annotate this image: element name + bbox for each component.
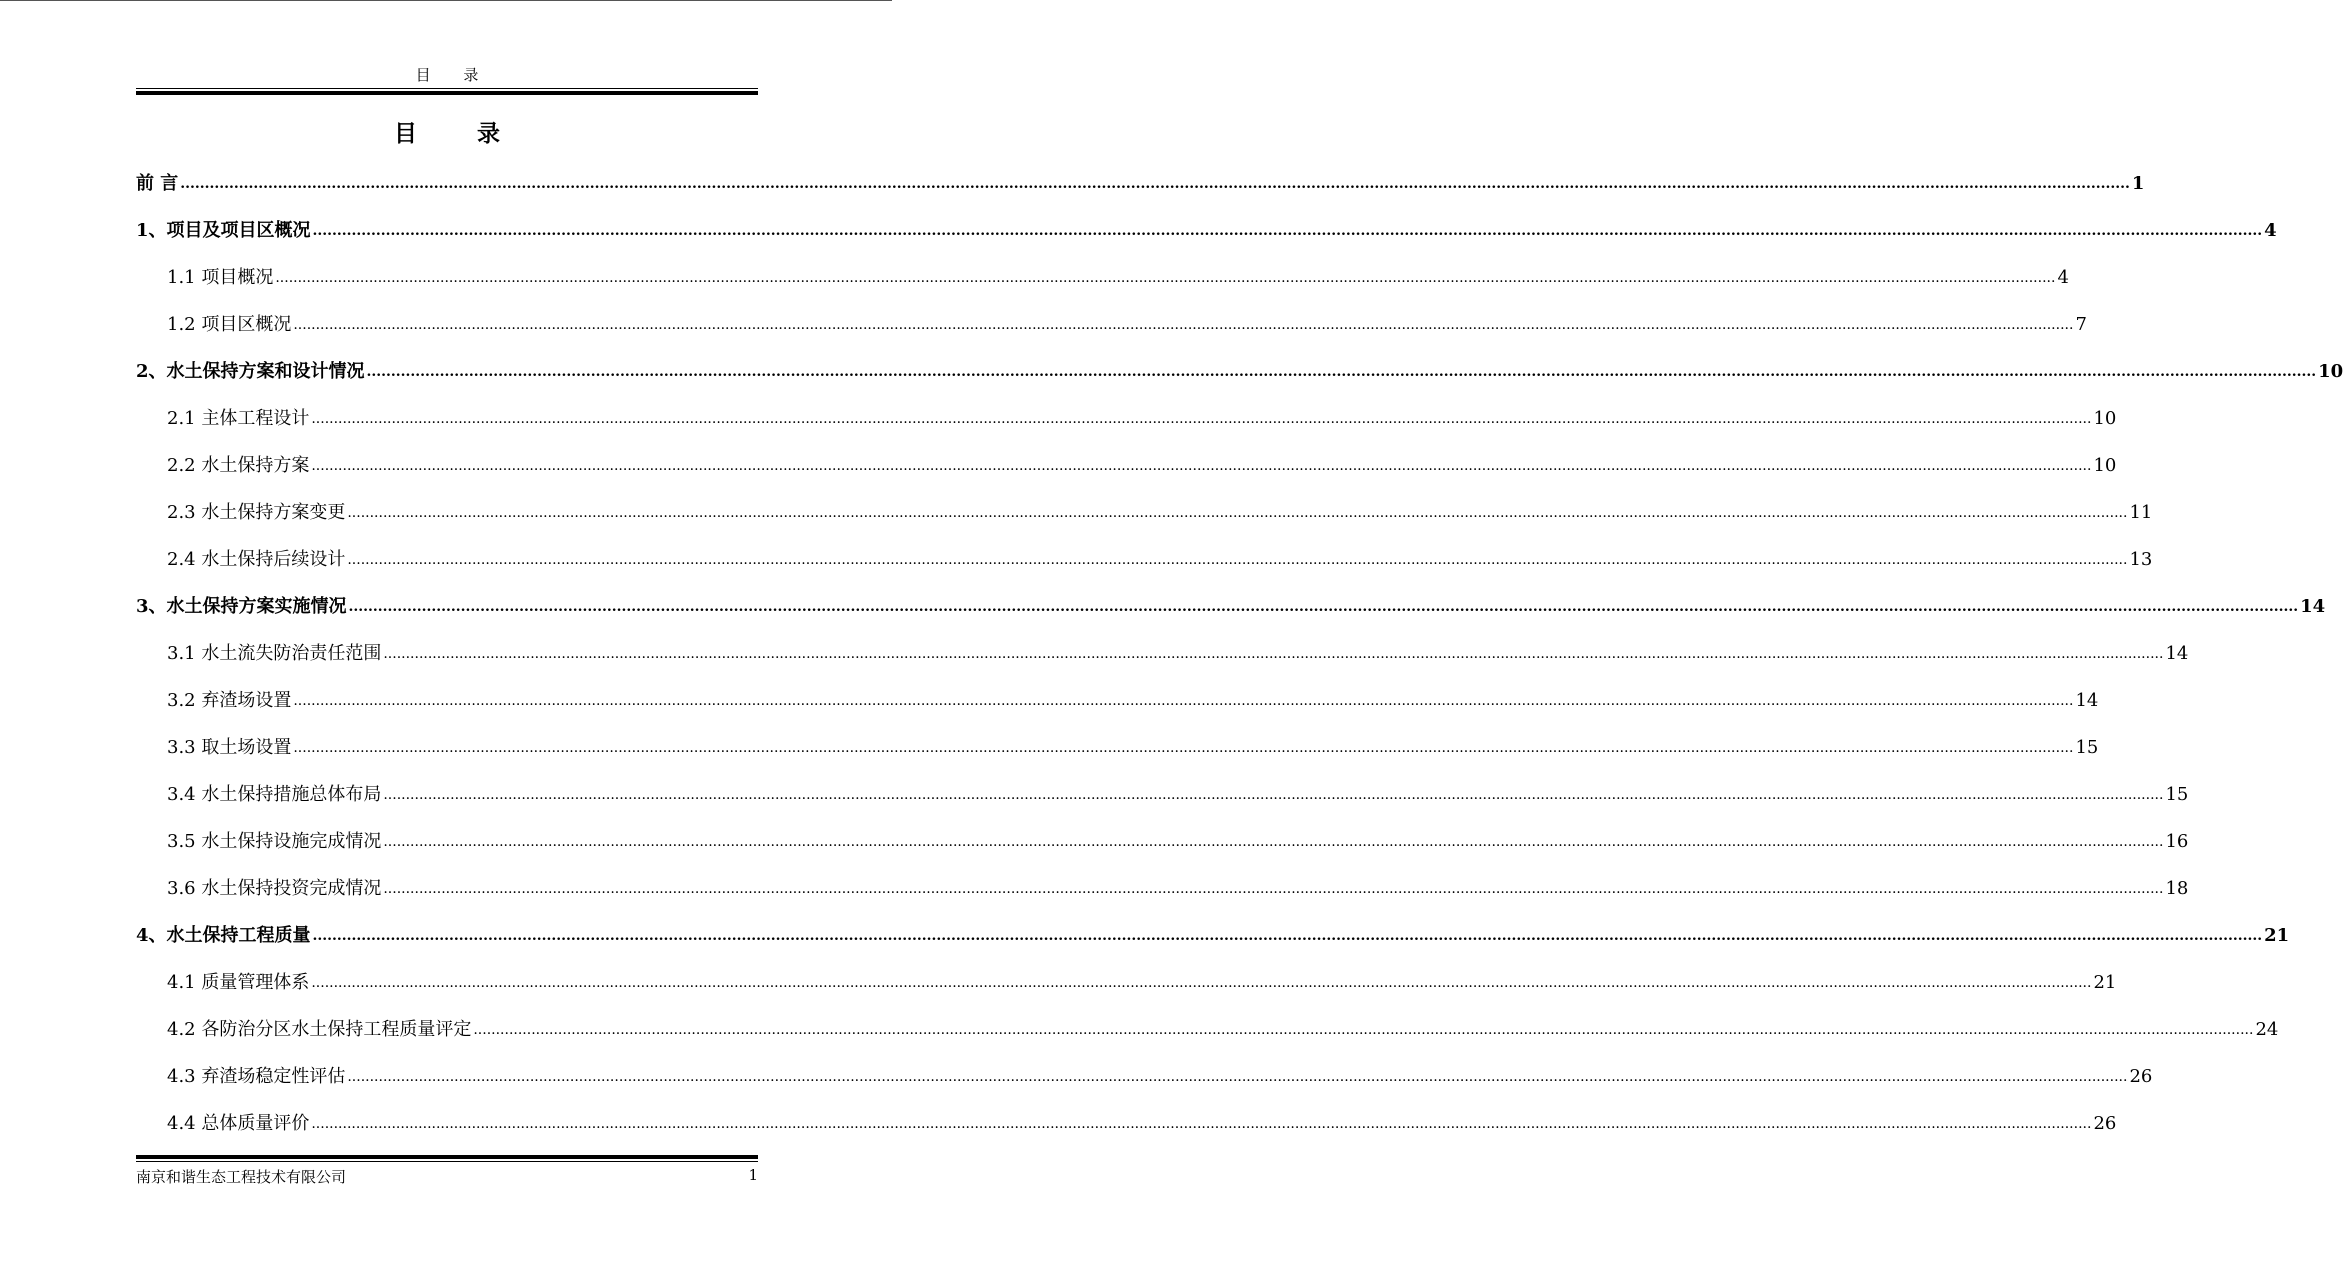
toc-dot-leader: ................................................................................................................................................................................................................................................................................................................................................................................................................ xyxy=(347,1069,2128,1085)
toc-dot-leader: ................................................................................................................................................................................................................................................................................................................................................................................................................ xyxy=(293,693,2074,709)
toc-entry[interactable] xyxy=(167,824,2189,854)
toc-dot-leader: ................................................................................................................................................................................................................................................................................................................................................................................................................ xyxy=(383,646,2164,662)
toc-entry-label: 2.1 主体工程设计 xyxy=(167,408,310,429)
toc-dot-leader: ................................................................................................................................................................................................................................................................................................................................................................................................................ xyxy=(311,411,2092,427)
toc-entry-page: 7 xyxy=(2075,314,2087,335)
toc-dot-leader: ................................................................................................................................................................................................................................................................................................................................................................................................................ xyxy=(312,928,2263,944)
toc-entry-page: 14 xyxy=(2300,596,2326,617)
toc-entry-page: 1 xyxy=(2131,173,2145,194)
toc-entry[interactable] xyxy=(136,918,2290,948)
toc-dot-leader: ................................................................................................................................................................................................................................................................................................................................................................................................................ xyxy=(275,270,2056,286)
toc-dot-leader: ................................................................................................................................................................................................................................................................................................................................................................................................................ xyxy=(312,223,2263,239)
toc-entry[interactable] xyxy=(136,589,2326,619)
footer-rule xyxy=(136,1155,758,1162)
toc-dot-leader: ................................................................................................................................................................................................................................................................................................................................................................................................................ xyxy=(347,505,2128,521)
toc-entry-page: 10 xyxy=(2318,361,2343,382)
toc-entry[interactable] xyxy=(167,542,2153,572)
toc-entry-label: 4.2 各防治分区水土保持工程质量评定 xyxy=(167,1019,472,1040)
toc-dot-leader: ................................................................................................................................................................................................................................................................................................................................................................................................................ xyxy=(383,787,2164,803)
toc-dot-leader: ................................................................................................................................................................................................................................................................................................................................................................................................................ xyxy=(311,975,2092,991)
toc-entry-label: 2、水土保持方案和设计情况 xyxy=(136,361,365,382)
toc-entry-page: 4 xyxy=(2264,220,2277,241)
running-header: 目 录 xyxy=(415,66,493,84)
toc-entry[interactable] xyxy=(167,636,2189,666)
toc-entry-page: 26 xyxy=(2093,1113,2117,1134)
toc-entry-label: 1.2 项目区概况 xyxy=(167,314,292,335)
toc-entry[interactable] xyxy=(167,401,2117,431)
toc-entry[interactable] xyxy=(167,495,2153,525)
toc-entry-label: 2.2 水土保持方案 xyxy=(167,455,310,476)
toc-entry[interactable] xyxy=(167,448,2117,478)
toc-dot-leader: ................................................................................................................................................................................................................................................................................................................................................................................................................ xyxy=(180,176,2130,192)
toc-entry-page: 15 xyxy=(2075,737,2099,758)
toc-entry[interactable] xyxy=(136,213,2277,243)
toc-entry-label: 2.3 水土保持方案变更 xyxy=(167,502,346,523)
page-title: 目 录 xyxy=(393,120,526,147)
toc-entry-page: 14 xyxy=(2165,643,2189,664)
toc-entry-label: 4.1 质量管理体系 xyxy=(167,972,310,993)
toc-entry-page: 10 xyxy=(2093,408,2117,429)
toc-entry[interactable] xyxy=(167,307,2087,337)
toc-dot-leader: ................................................................................................................................................................................................................................................................................................................................................................................................................ xyxy=(293,740,2074,756)
toc-entry-label: 1.1 项目概况 xyxy=(167,267,274,288)
toc-dot-leader: ................................................................................................................................................................................................................................................................................................................................................................................................................ xyxy=(311,1116,2092,1132)
toc-entry[interactable] xyxy=(167,1059,2153,1089)
toc-entry-label: 3.5 水土保持设施完成情况 xyxy=(167,831,382,852)
toc-entry-label: 4.3 弃渣场稳定性评估 xyxy=(167,1066,346,1087)
footer-company-name: 南京和谐生态工程技术有限公司 xyxy=(136,1168,347,1186)
toc-dot-leader: ................................................................................................................................................................................................................................................................................................................................................................................................................ xyxy=(383,834,2164,850)
toc-entry-label: 1、项目及项目区概况 xyxy=(136,220,311,241)
toc-entry-label: 3.3 取土场设置 xyxy=(167,737,292,758)
toc-entry-label: 3.6 水土保持投资完成情况 xyxy=(167,878,382,899)
toc-entry-page: 18 xyxy=(2165,878,2189,899)
toc-entry-label: 4.4 总体质量评价 xyxy=(167,1113,310,1134)
toc-entry-page: 24 xyxy=(2255,1019,2279,1040)
toc-entry-label: 3.2 弃渣场设置 xyxy=(167,690,292,711)
header-rule xyxy=(136,88,758,95)
toc-entry-label: 4、水土保持工程质量 xyxy=(136,925,311,946)
toc-dot-leader: ................................................................................................................................................................................................................................................................................................................................................................................................................ xyxy=(348,599,2299,615)
toc-dot-leader: ................................................................................................................................................................................................................................................................................................................................................................................................................ xyxy=(383,881,2164,897)
toc-entry-label: 前 言 xyxy=(136,173,179,194)
toc-entry[interactable] xyxy=(167,777,2189,807)
toc-entry[interactable] xyxy=(167,730,2099,760)
toc-entry-page: 14 xyxy=(2075,690,2099,711)
toc-entry[interactable] xyxy=(167,1012,2279,1042)
toc-entry-page: 21 xyxy=(2093,972,2117,993)
footer-page-number: 1 xyxy=(748,1166,758,1184)
toc-entry[interactable] xyxy=(167,871,2189,901)
toc-entry[interactable] xyxy=(136,354,2343,384)
toc-entry-label: 3.4 水土保持措施总体布局 xyxy=(167,784,382,805)
toc-dot-leader: ................................................................................................................................................................................................................................................................................................................................................................................................................ xyxy=(473,1022,2254,1038)
toc-entry-page: 21 xyxy=(2264,925,2290,946)
toc-entry[interactable] xyxy=(167,965,2117,995)
toc-entry-page: 15 xyxy=(2165,784,2189,805)
toc-entry-page: 26 xyxy=(2129,1066,2153,1087)
toc-entry-page: 13 xyxy=(2129,549,2153,570)
toc-entry-page: 10 xyxy=(2093,455,2117,476)
page-top-border xyxy=(0,0,892,1)
toc-entry-page: 11 xyxy=(2129,502,2153,523)
toc-entry-page: 4 xyxy=(2057,267,2069,288)
toc-dot-leader: ................................................................................................................................................................................................................................................................................................................................................................................................................ xyxy=(311,458,2092,474)
toc-entry-page: 16 xyxy=(2165,831,2189,852)
toc-entry[interactable] xyxy=(136,166,2145,196)
toc-dot-leader: ................................................................................................................................................................................................................................................................................................................................................................................................................ xyxy=(366,364,2317,380)
toc-dot-leader: ................................................................................................................................................................................................................................................................................................................................................................................................................ xyxy=(347,552,2128,568)
toc-dot-leader: ................................................................................................................................................................................................................................................................................................................................................................................................................ xyxy=(293,317,2074,333)
toc-entry[interactable] xyxy=(167,683,2099,713)
toc-entry-label: 3、水土保持方案实施情况 xyxy=(136,596,347,617)
toc-entry-label: 3.1 水土流失防治责任范围 xyxy=(167,643,382,664)
toc-entry-label: 2.4 水土保持后续设计 xyxy=(167,549,346,570)
toc-entry[interactable] xyxy=(167,1106,2117,1136)
toc-entry[interactable] xyxy=(167,260,2069,290)
